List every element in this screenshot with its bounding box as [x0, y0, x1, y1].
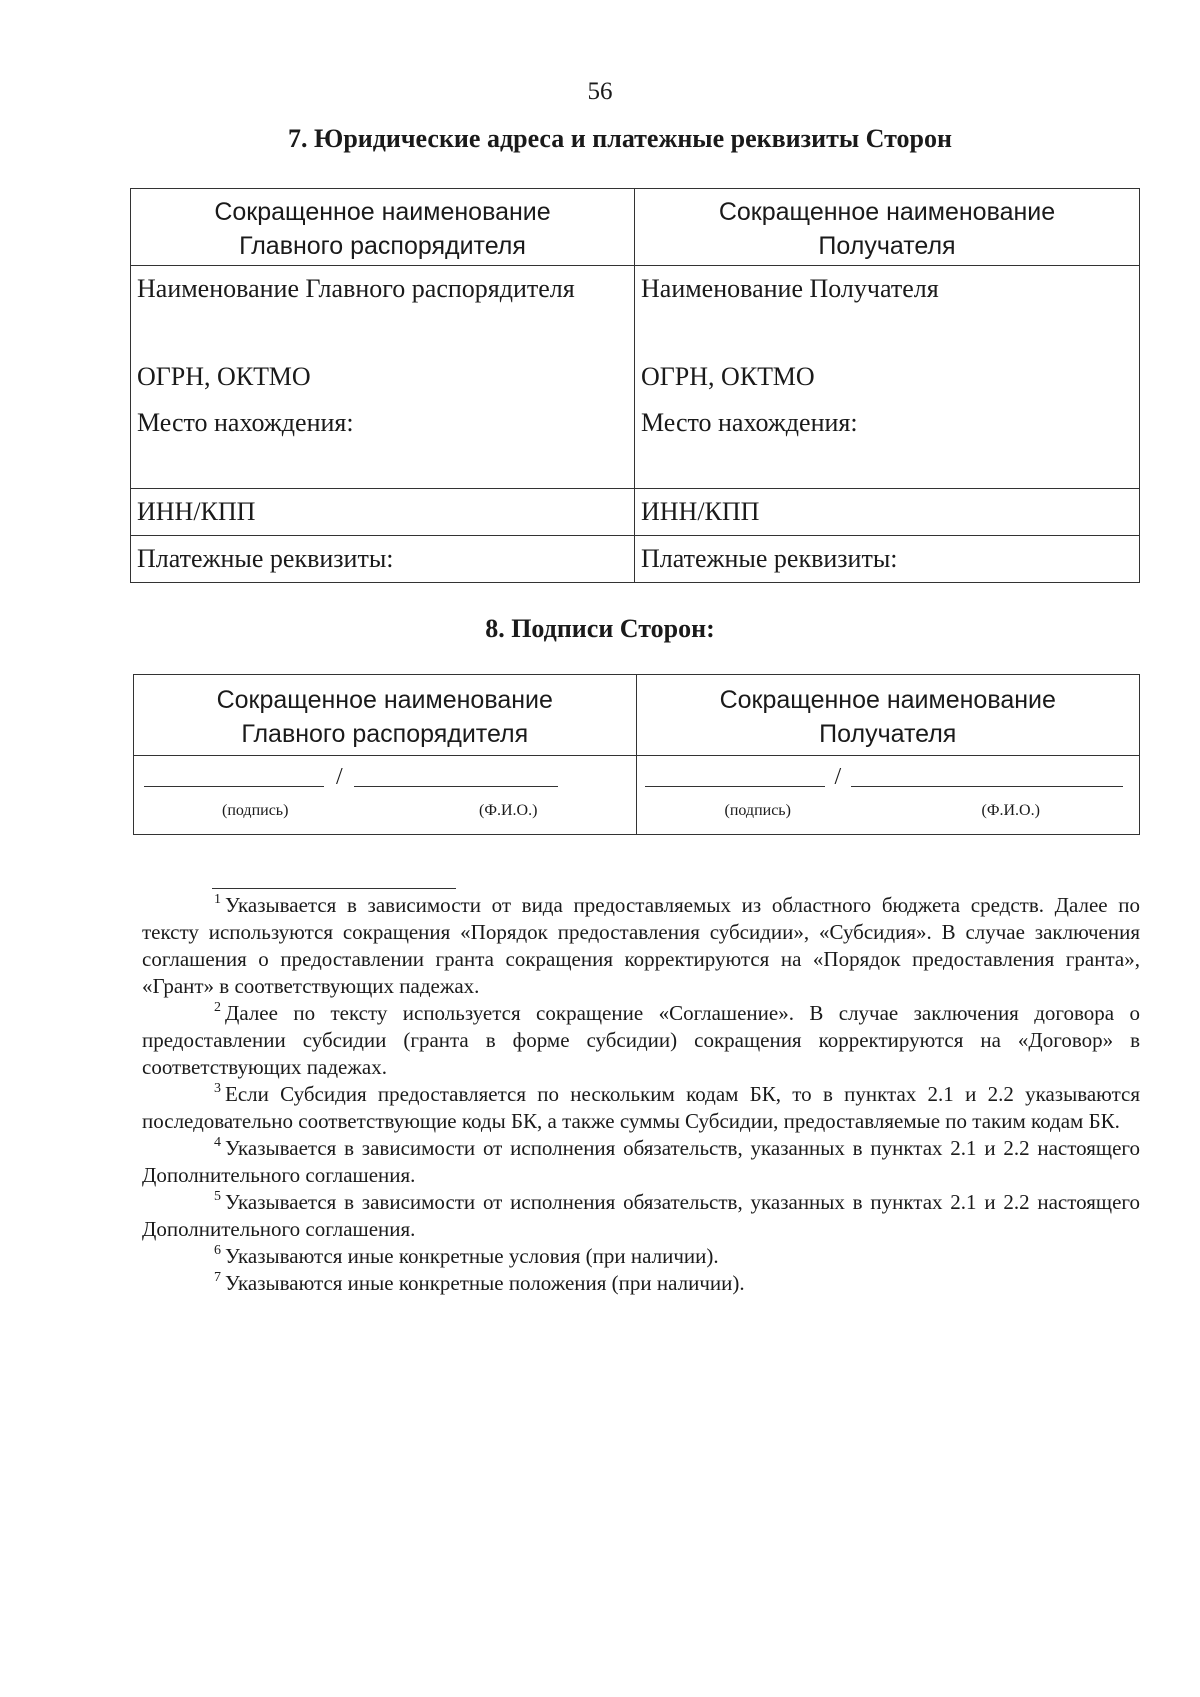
signatures-header-row [134, 675, 1139, 756]
requisites-table [130, 188, 1140, 583]
footnote-mark: 5 [214, 1189, 221, 1204]
footnote-7 [142, 1270, 1140, 1297]
right-payment-field: Платежные реквизиты: [641, 544, 898, 573]
header-left-line1: Сокращенное наименование [214, 198, 551, 226]
footnote-mark: 1 [214, 892, 221, 907]
signatures-table [133, 674, 1140, 835]
footnote-text: Указываются иные конкретные условия (при наличии). [225, 1244, 719, 1268]
sig-header-right-line1: Сокращенное наименование [719, 686, 1056, 714]
footnote-5 [142, 1189, 1140, 1243]
footnote-2 [142, 1000, 1140, 1081]
requisites-header-left [131, 189, 635, 265]
right-signature-slash: / [834, 764, 842, 790]
footnote-text: Указываются иные конкретные положения (при наличии). [225, 1271, 745, 1295]
right-signature-line [645, 786, 825, 787]
footnote-mark: 2 [214, 1000, 221, 1015]
footnote-4 [142, 1135, 1140, 1189]
footnote-text: Указывается в зависимости от исполнения обязательств, указанных в пунктах 2.1 и 2.2 настоящего Дополнительного соглашения. [142, 1190, 1140, 1241]
requisites-details-right [635, 266, 1139, 488]
left-fio-line [354, 786, 558, 787]
section-8-title: 8. Подписи Сторон: [485, 614, 715, 643]
header-right-line1: Сокращенное наименование [718, 198, 1056, 226]
left-fio-label: (Ф.И.О.) [479, 802, 538, 819]
right-signature-cell [637, 756, 1140, 834]
sig-header-left-line2: Главного распорядителя [241, 720, 529, 748]
left-signature-line [144, 786, 324, 787]
footnote-6 [142, 1243, 1140, 1270]
footnote-text: Если Субсидия предоставляется по нескольким кодам БК, то в пунктах 2.1 и 2.2 указываются последовательно соответствующие коды БК, а также суммы Субсидии, предоставляемые по таким кодам БК. [142, 1082, 1140, 1133]
sig-header-left-line1: Сокращенное наименование [216, 686, 553, 714]
header-left-line2: Главного распорядителя [239, 232, 526, 260]
footnotes [142, 892, 1140, 1297]
sig-header-right-line2: Получателя [819, 720, 957, 748]
right-inn-field: ИНН/КПП [641, 497, 760, 526]
page-number: 56 [587, 78, 613, 105]
section-7-title: 7. Юридические адреса и платежные реквизиты Сторон [288, 124, 952, 153]
left-inn-field: ИНН/КПП [131, 489, 635, 535]
requisites-inn-row [131, 489, 1139, 536]
right-location-field: Место нахождения: [641, 408, 858, 437]
requisites-details-left [131, 266, 635, 488]
requisites-payment-row [131, 536, 1139, 582]
left-location-field: Место нахождения: [137, 408, 354, 437]
left-ogrn-field: ОГРН, ОКТМО [137, 362, 311, 391]
requisites-details-row [131, 266, 1139, 489]
right-name-field: Наименование Получателя [641, 274, 939, 303]
header-right-line2: Получателя [818, 232, 956, 260]
left-signature-cell [134, 756, 637, 834]
footnote-mark: 6 [214, 1243, 221, 1258]
signatures-header-left [134, 675, 637, 755]
requisites-header-row [131, 189, 1139, 266]
right-fio-line [851, 786, 1123, 787]
left-name-field: Наименование Главного распорядителя [137, 274, 575, 303]
footnote-separator [212, 888, 456, 889]
left-signature-label: (подпись) [222, 802, 289, 819]
signatures-body-row [134, 756, 1139, 834]
footnote-1 [142, 892, 1140, 1000]
signatures-header-right [637, 675, 1140, 755]
footnote-mark: 3 [214, 1081, 221, 1096]
right-fio-label: (Ф.И.О.) [981, 802, 1040, 819]
requisites-header-right [635, 189, 1139, 265]
right-signature-label: (подпись) [724, 802, 791, 819]
footnote-mark: 4 [214, 1135, 221, 1150]
footnote-3 [142, 1081, 1140, 1135]
footnote-mark: 7 [214, 1270, 221, 1285]
left-signature-slash: / [336, 764, 343, 790]
footnote-text: Далее по тексту используется сокращение «Соглашение». В случае заключения договора о предоставлении субсидии (гранта в форме субсидии) сокращения корректируются на «Договор» в соответствующих падежах. [142, 1001, 1140, 1079]
left-payment-field: Платежные реквизиты: [131, 536, 635, 582]
footnote-text: Указывается в зависимости от вида предоставляемых из областного бюджета средств. Далее по тексту используются сокращения «Порядок предоставления субсидии», «Субсидия». В случае заключения соглашения о предоставлении гранта сокращения корректируются на «Порядок предоставления гранта», «Грант» в соответствующих падежах. [142, 893, 1140, 998]
footnote-text: Указывается в зависимости от исполнения обязательств, указанных в пунктах 2.1 и 2.2 настоящего Дополнительного соглашения. [142, 1136, 1140, 1187]
right-ogrn-field: ОГРН, ОКТМО [641, 362, 815, 391]
